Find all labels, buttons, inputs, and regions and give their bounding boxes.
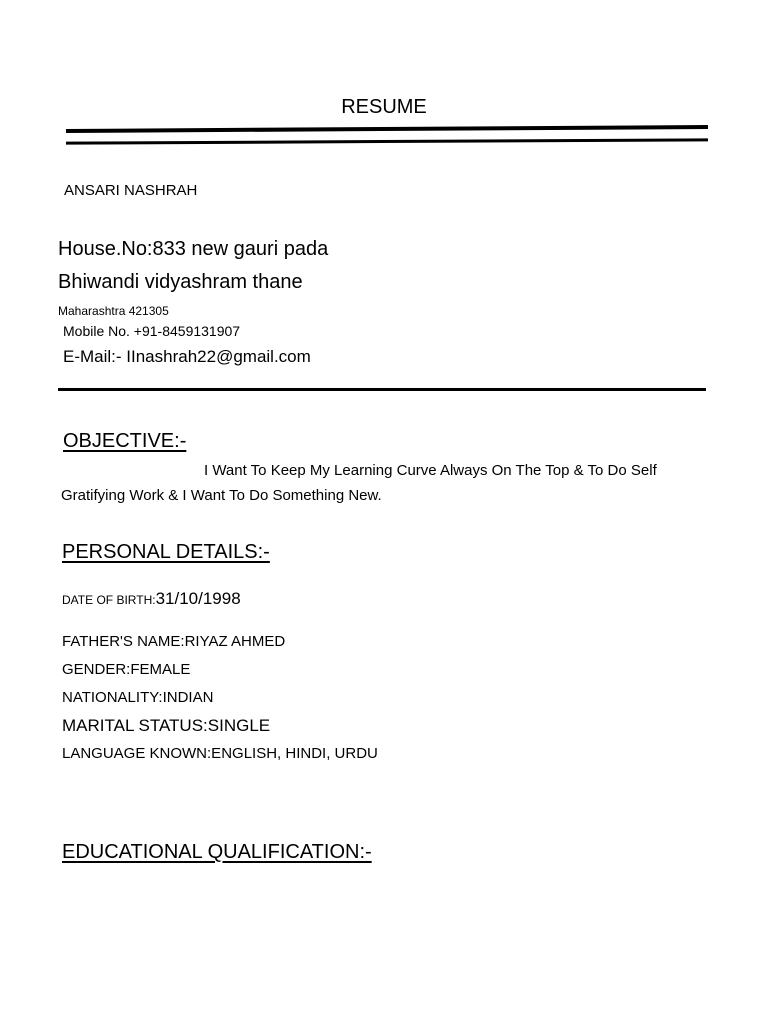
languages-known: LANGUAGE KNOWN:ENGLISH, HINDI, URDU [62,745,378,762]
objective-text-line-1: I Want To Keep My Learning Curve Always On The Top & To Do Self [204,462,657,479]
address-line-3: Maharashtra 421305 [58,304,169,318]
objective-text-line-2: Gratifying Work & I Want To Do Something New. [61,487,382,504]
header-rule-upper [66,125,708,133]
email-address: E-Mail:- IInashrah22@gmail.com [63,347,311,366]
personal-details-heading: PERSONAL DETAILS:- [62,541,270,563]
address-line-2: Bhiwandi vidyashram thane [58,271,303,293]
gender: GENDER:FEMALE [62,661,191,678]
date-of-birth [62,589,241,609]
header-rule-lower [66,138,708,144]
objective-heading: OBJECTIVE:- [63,430,187,452]
page-title: RESUME [341,96,427,118]
address-line-1: House.No:833 new gauri pada [58,238,329,260]
contact-divider [58,388,706,391]
dob-value: 31/10/1998 [155,589,241,608]
dob-label: DATE OF BIRTH: [62,593,156,607]
applicant-name: ANSARI NASHRAH [64,182,198,199]
education-heading: EDUCATIONAL QUALIFICATION:- [62,841,372,863]
mobile-number: Mobile No. +91-8459131907 [63,323,241,339]
fathers-name: FATHER'S NAME:RIYAZ AHMED [62,633,286,650]
marital-status: MARITAL STATUS:SINGLE [62,716,271,735]
nationality: NATIONALITY:INDIAN [62,689,214,706]
